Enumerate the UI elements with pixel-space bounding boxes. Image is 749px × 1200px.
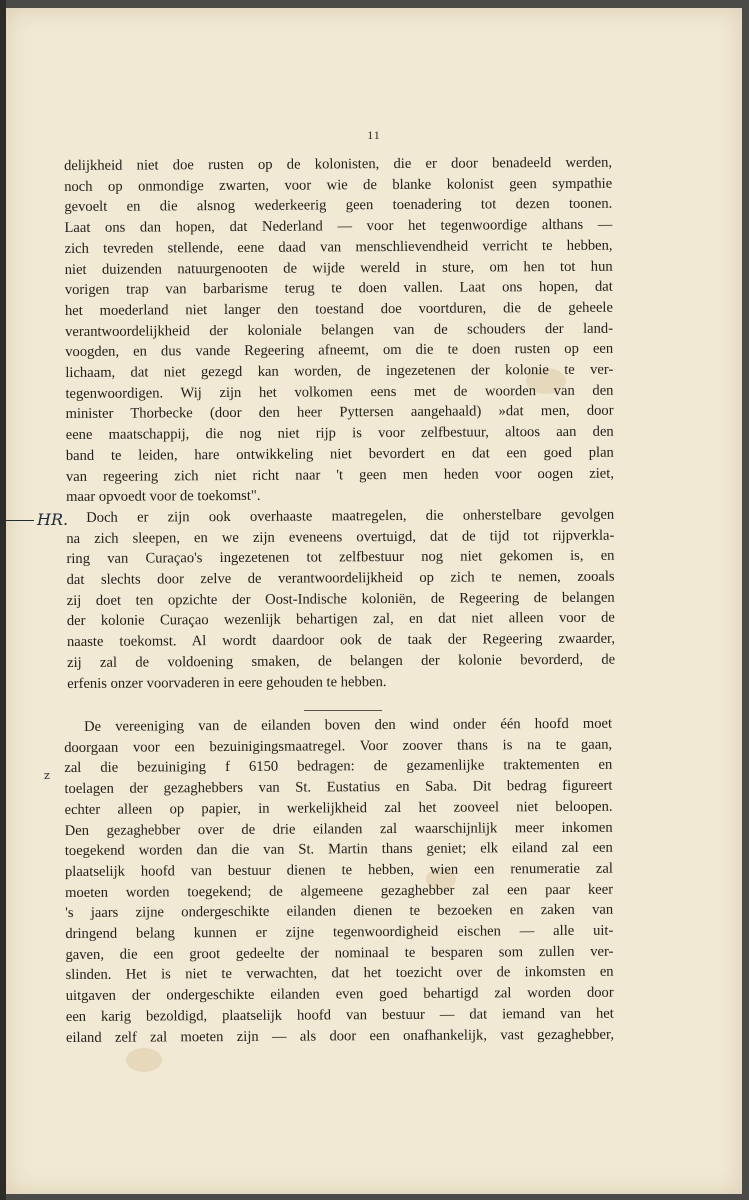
text-line: plaatselijk hoofd van bestuur dienen te hebben, wien een renumeratie zal (64, 860, 613, 880)
paragraph-1 (64, 153, 615, 695)
text-line: zal die bezuiniging f 6150 bedragen: de gezamenlijke traktementen en (64, 757, 613, 777)
text-line: noch op onmondige zwarten, voor wie de blanke kolonist geen sympathie (64, 175, 613, 195)
text-line: toegekend worden dan die van St. Martin thans geniet; elk eiland zal een (64, 839, 613, 860)
text-line: toelagen der gezaghebbers van St. Eustatius en Saba. Dit bedrag figureert (64, 777, 613, 798)
text-line: ring van Curaçao's ingezetenen tot zelfbestuur nog niet gekomen is, en (66, 548, 615, 568)
margin-annotation-mark: z (44, 769, 50, 782)
text-line: gevoelt en die alsnog wederkeerig geen toenadering tot dezen toonen. (64, 196, 613, 216)
margin-note-text: HR. (37, 510, 69, 529)
text-line: delijkheid niet doe rusten op de kolonisten, die er door benadeeld werden, (64, 154, 613, 174)
text-line: echter alleen op papier, in werkelijkheid zal het zooveel niet beloopen. (64, 798, 613, 818)
text-line: voogden, en dus vande Regeering afneemt, om die te doen rusten op een (65, 340, 614, 361)
text-line: eiland zelf zal moeten zijn — als door een onafhankelijk, vast gezaghebber, (65, 1026, 614, 1046)
text-line: lichaam, dat niet gezegd kan worden, de ingezetenen der kolonie te ver- (65, 361, 614, 382)
paragraph-2 (64, 714, 614, 1049)
text-line: moeten worden toegekend; de algemeene gezaghebber zal een paar keer (65, 881, 614, 901)
text-line: verantwoordelijkheid der koloniale belangen van de schouders der land- (65, 320, 614, 340)
text-line: der kolonie Curaçao wezenlijk behartigen zal, en dat niet alleen voor de (66, 610, 615, 630)
book-page (6, 8, 742, 1194)
text-line: uitgaven der ondergeschikte eilanden even goed behartigd zal worden door (65, 984, 614, 1005)
page-number: 11 (367, 128, 381, 142)
text-line: gaven, die een groot gedeelte der nominaal te besparen som zullen ver- (65, 943, 614, 963)
text-line: maar opvoedt voor de toekomst". (66, 488, 261, 506)
text-line: eene maatschappij, die nog niet rijp is voor zelfbestuur, altoos aan den (65, 423, 614, 444)
text-line: een karig bezoldigd, plaatselijk hoofd van bestuur — dat iemand van het (65, 1005, 614, 1025)
text-line: na zich sleepen, en we zijn eveneens overtuigd, dat de tijd tot rijpverkla- (66, 527, 615, 547)
text-line: slinden. Het is niet te verwachten, dat het toezicht over de inkomsten en (65, 964, 614, 984)
text-line: minister Thorbecke (door den heer Pyttersen aangehaald) »dat men, door (65, 403, 614, 423)
text-line: Doch er zijn ook overhaaste maatregelen, die onherstelbare gevolgen (86, 506, 615, 526)
text-line: dat slechts door zelve de verantwoordelijkheid op zich te nemen, zooals (66, 568, 615, 589)
text-line: doorgaan voor een bezuinigingsmaatregel. Voor zoover thans is na te gaan, (64, 736, 613, 756)
text-line: Den gezaghebber over de drie eilanden zal waarschijnlijk meer inkomen (64, 819, 613, 839)
text-line: erfenis onzer voorvaderen in eere gehouden te hebben. (67, 673, 387, 692)
text-line: het moederland niet langer den toestand doe voortduren, die de geheele (64, 299, 613, 319)
text-line: Laat ons dan hopen, dat Nederland — voor het tegenwoordige althans — (64, 216, 613, 237)
annotation-dash (6, 520, 34, 521)
text-line: zij doet ten opzichte der Oost-Indische koloniën, de Regeering de belangen (66, 589, 615, 609)
text-line: tegenwoordigen. Wij zijn het volkomen eens met de woorden van den (65, 382, 614, 402)
text-line: vorigen trap van barbarisme terug te doen vallen. Laat ons hopen, dat (64, 278, 613, 299)
text-line: niet duizenden natuurgenooten de wijde wereld in sture, om hen tot hun (64, 258, 613, 278)
text-line: naaste toekomst. Al wordt daardoor ook de taak der Regeering zwaarder, (66, 630, 616, 651)
text-line: zich tevreden stellende, eene daad van menschlievendheid verricht te hebben, (64, 237, 613, 257)
text-line: 's jaars zijne ondergeschikte eilanden dienen te bezoeken en zaken van (65, 901, 614, 922)
text-line: De vereeniging van de eilanden boven den wind onder één hoofd moet (84, 715, 613, 735)
text-line: van regeering zich niet richt naar 't geen men heden voor oogen ziet, (65, 465, 614, 485)
paper-stain (126, 1048, 162, 1072)
text-line: dringend belang kunnen er zijne tegenwoordigheid eischen — alle uit- (65, 922, 614, 943)
text-line: band te leiden, hare ontwikkeling niet bevordert en dat een goed plan (65, 444, 614, 464)
margin-annotation (6, 510, 68, 529)
text-line: zij zal de voldoening smaken, de belangen der kolonie bevorderd, de (67, 651, 616, 671)
section-divider (304, 710, 382, 711)
